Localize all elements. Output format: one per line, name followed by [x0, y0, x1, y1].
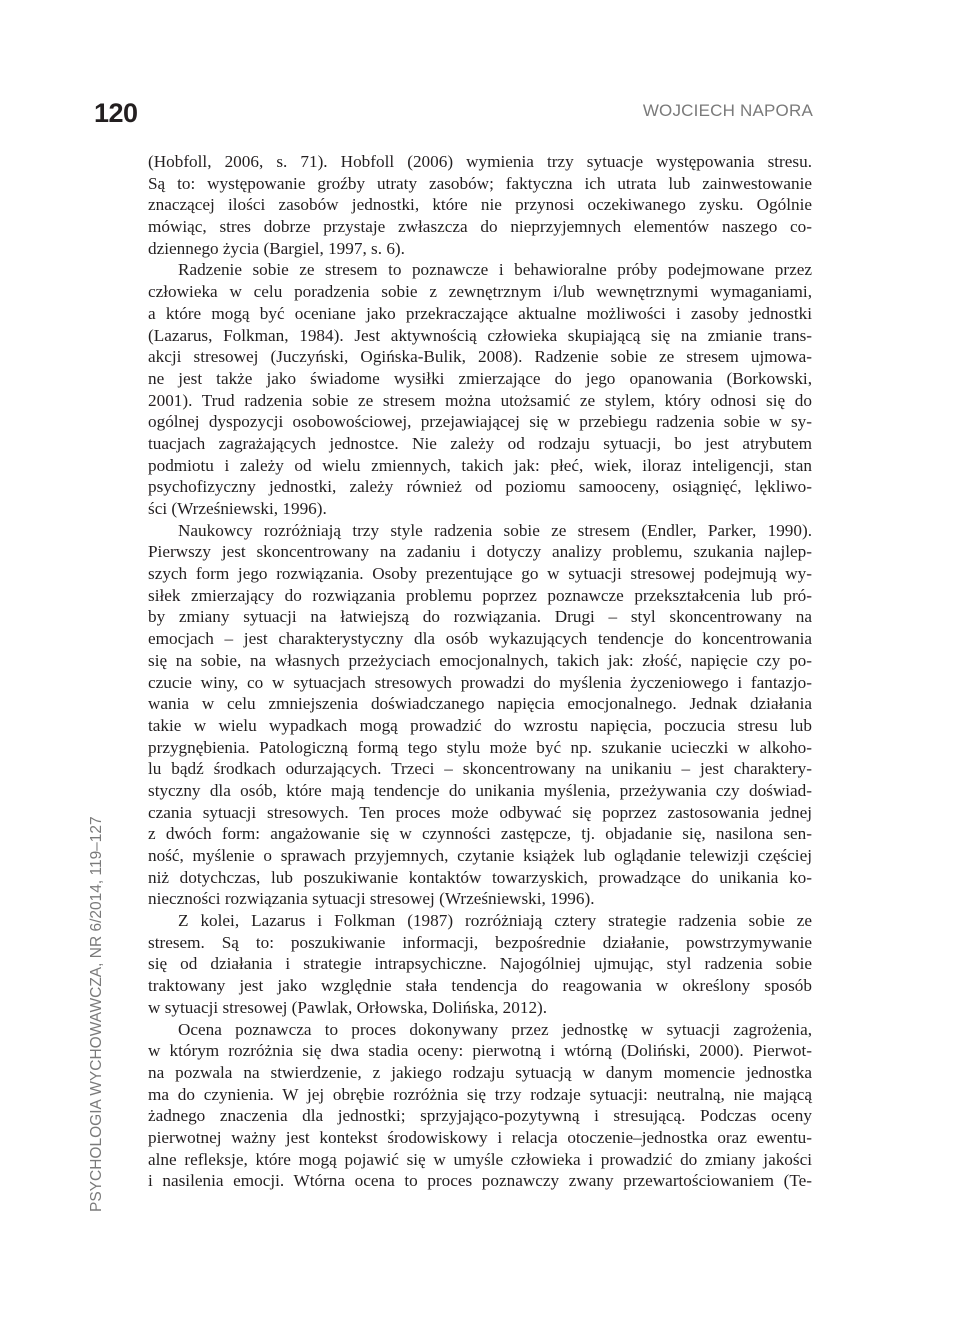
text-line: niż dotychczas, lub poszukiwanie kontaktów towarzyskich, prowadzące do unikania ko-	[148, 867, 812, 887]
text-line: człowieka w celu poradzenia sobie z zewnętrznym i/lub wewnętrznymi wymaganiami,	[148, 282, 812, 302]
text-line: ści (Wrześniewski, 1996).	[148, 499, 327, 518]
text-line: przygnębienia. Patologiczną formą tego stylu może być np. szukanie ucieczki w alkoho-	[148, 737, 812, 757]
text-line: czucie winy, co w sytuacjach stresowych prowadzi do myślenia życzeniowego i fantazjo-	[148, 672, 812, 692]
text-line: żadnego znaczenia dla jednostki; sprzyjająco-pozytywną i stresującą. Podczas oceny	[148, 1106, 812, 1126]
text-line: się od działania i strategie intrapsychiczne. Najogólniej ujmując, styl radzenia sobie	[148, 954, 812, 974]
text-line: się na sobie, na własnych przeżyciach emocjonalnych, takich jak: złość, napięcie czy po-	[148, 650, 812, 670]
running-header-author: WOJCIECH NAPORA	[642, 101, 813, 120]
text-line: w sytuacji stresowej (Pawlak, Orłowska, Dolińska, 2012).	[148, 997, 548, 1017]
text-line: Pierwszy jest skoncentrowany na zadaniu i dotyczy analizy problemu, szukania najlep-	[148, 542, 812, 562]
text-line: stresem. Są to: poszukiwanie informacji, bezpośrednie działanie, powstrzymywanie	[148, 932, 812, 952]
paragraph-start-line: Radzenie sobie ze stresem to poznawcze i behawioralne próby podejmowane przez	[178, 260, 812, 280]
text-line: ne jest także jako świadome wysiłki zmierzające do jego opanowania (Borkowski,	[148, 368, 812, 388]
paragraph-start-line: Z kolei, Lazarus i Folkman (1987) rozróżniają cztery strategie radzenia sobie ze	[178, 911, 812, 931]
text-line: znaczącej ilości zasobów jednostki, które nie przynosi oczekiwanego zysku. Ogólnie	[148, 195, 812, 215]
text-line: nieczności rozwiązania sytuacji stresowej (Wrześniewski, 1996).	[148, 889, 595, 909]
text-line: takie w wielu wypadkach mogą prowadzić do wzrostu napięcia, poczucia stresu lub	[148, 715, 812, 735]
paragraph-start-line: Ocena poznawcza to proces dokonywany przez jednostkę w sytuacji zagrożenia,	[178, 1019, 812, 1039]
text-line: podmiotu i zależy od wielu zmiennych, takich jak: płeć, wiek, iloraz inteligencji, stan	[148, 455, 812, 475]
text-line: dziennego życia (Bargiel, 1997, s. 6).	[148, 238, 405, 258]
text-line: akcji stresowej (Juczyński, Ogińska-Bulik, 2008). Radzenie sobie ze stresem ujmowa-	[148, 347, 812, 367]
text-line: a które mogą być oceniane jako przekraczające aktualne możliwości i zasoby jednostki	[148, 303, 812, 323]
text-line: styczny dla osób, które mają tendencje do unikania myślenia, przeżywania czy doświad-	[148, 780, 812, 800]
text-line: (Hobfoll, 2006, s. 71). Hobfoll (2006) wymienia trzy sytuacje występowania stresu.	[148, 152, 812, 171]
paragraph-start-line: Naukowcy rozróżniają trzy style radzenia sobie ze stresem (Endler, Parker, 1990).	[178, 520, 812, 540]
text-line: Są to: występowanie groźby utraty zasobów; faktyczna ich utrata lub zainwestowanie	[148, 173, 812, 193]
text-line: na pozwala na stwierdzenie, z jakiego rodzaju sytuacją w danym momencie jednostka	[148, 1062, 812, 1082]
journal-side-note: PSYCHOLOGIA WYCHOWAWCZA, NR 6/2014, 119–127	[88, 816, 105, 1212]
text-line: by zmiany sytuacji na łatwiejszą do rozwiązania. Drugi – styl skoncentrowany na	[148, 607, 812, 627]
page-number: 120	[94, 98, 138, 128]
text-line: alne refleksje, które mogą pojawić się w umyśle człowieka i prowadzić do zmiany jakości	[148, 1149, 812, 1169]
text-line: szych form jego rozwiązania. Osoby prezentujące go w sytuacji stresowej podejmują wy-	[148, 564, 812, 584]
text-line: psychofizyczny jednostki, zależy również od poziomu samooceny, osiągnięć, lękliwo-	[148, 477, 812, 497]
text-line: (Lazarus, Folkman, 1984). Jest aktywnością człowieka skupiającą się na zmianie trans-	[148, 325, 812, 345]
text-line: i nasilenia emocji. Wtórna ocena to proces poznawczy zwany przewartościowaniem (Te-	[148, 1171, 812, 1191]
text-line: ma do czynienia. W jej obrębie rozróżnia się trzy rodzaje sytuacji: neutralną, nie mającą	[148, 1084, 812, 1104]
text-line: ogólnej dyspozycji osobowościowej, przejawiającej się w przebiegu radzenia sobie w sy-	[148, 412, 812, 432]
text-line: lu bądź środkach odurzających. Trzeci – skoncentrowany na unikaniu – jest charaktery-	[148, 759, 812, 779]
text-line: siłek zmierzający do rozwiązania problemu poprzez poznawcze przekształcenia lub pró-	[148, 585, 812, 605]
text-line: ność, myślenie o sprawach przyjemnych, czytanie książek lub oglądanie telewizji częściej	[148, 846, 812, 865]
text-line: tuacjach zagrażających jednostce. Nie zależy od rodzaju sytuacji, bo jest atrybutem	[148, 433, 812, 453]
text-line: z dwóch form: angażowanie się w czynności zastępcze, tj. objadanie się, nasilona sen-	[148, 824, 812, 844]
text-line: 2001). Trud radzenia sobie ze stresem można utożsamić ze stylem, który odnosi się do	[148, 390, 812, 410]
body-text	[148, 151, 812, 1192]
text-line: traktowany jest jako względnie stała tendencja do reagowania w określony sposób	[148, 976, 812, 996]
text-line: emocjach – jest charakterystyczny dla osób wykazujących tendencje do koncentrowania	[148, 629, 812, 649]
text-line: w którym rozróżnia się dwa stadia oceny: pierwotną i wtórną (Doliński, 2000). Pierwot-	[148, 1041, 812, 1061]
text-line: czania sytuacji stresowych. Ten proces może odbywać się poprzez zastosowania jednej	[148, 802, 812, 822]
text-line: mówiąc, stres dobrze przystaje zwłaszcza do nieprzyjemnych elementów naszego co-	[148, 217, 812, 237]
text-line: wania w celu zmniejszenia doświadczanego napięcia emocjonalnego. Jednak działania	[148, 694, 812, 714]
text-line: pierwotnej ważny jest kontekst środowiskowy i relacja otoczenie–jednostka oraz ewentu-	[148, 1127, 812, 1147]
